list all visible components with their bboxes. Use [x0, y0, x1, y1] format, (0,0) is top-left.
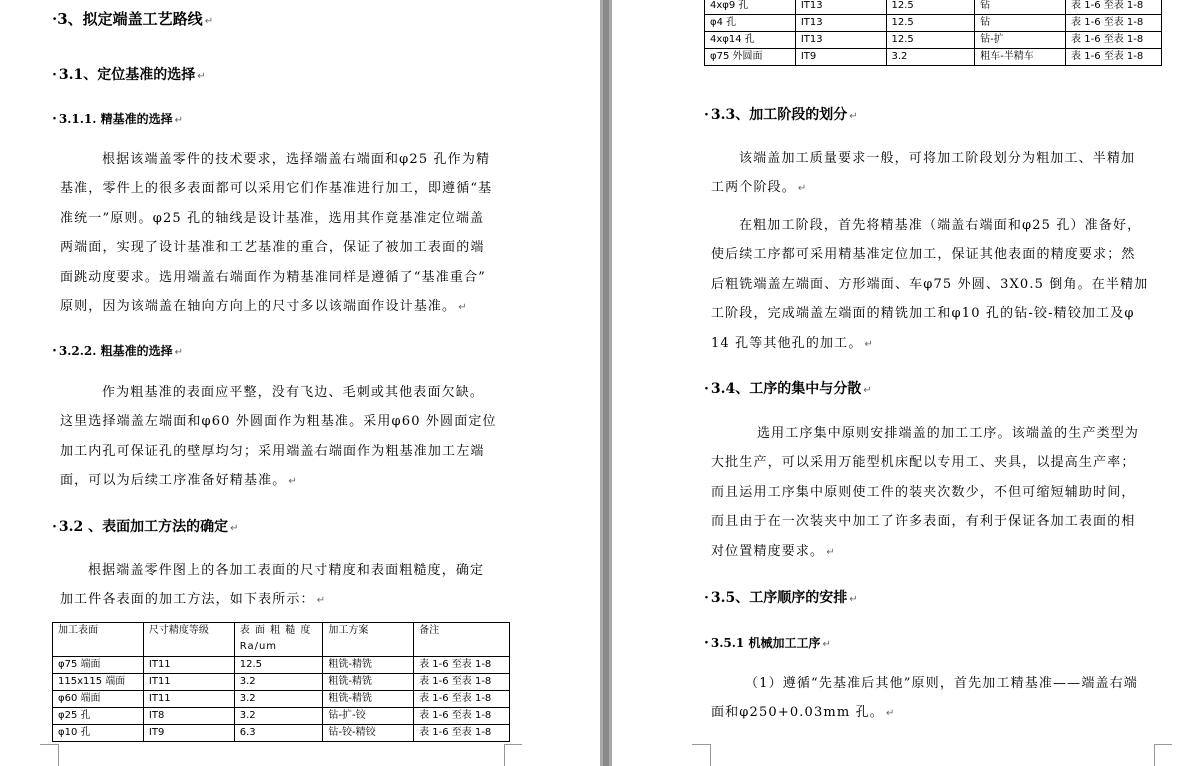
table-cell: φ10 孔 [53, 725, 144, 742]
table-row [53, 674, 510, 691]
document-page-right [612, 0, 1191, 766]
bullet-mark: · [52, 67, 57, 83]
table-cell: IT9 [143, 725, 234, 742]
heading-3-1: · 3.1、定位基准的选择 ↵ [52, 67, 206, 83]
table-row [53, 691, 510, 708]
bullet-mark: · [704, 635, 709, 651]
text-line: 面跳动度要求。选用端盖右端面作为精基准同样是遵循了“基准重合” [60, 269, 486, 285]
table-cell: 表 1-6 至表 1-8 [414, 725, 510, 742]
text-line: 两端面，实现了设计基准和工艺基准的重合，保证了被加工表面的端 [60, 240, 485, 256]
text-line: 工两个阶段。 ↵ [711, 180, 808, 196]
paragraph-mark: ↵ [822, 639, 831, 650]
bullet-mark: · [52, 10, 58, 28]
table-header-cell: 尺寸精度等级 [143, 623, 234, 657]
page-gap-shadow [603, 0, 609, 766]
text-line: 加工件各表面的加工方法，如下表所示： ↵ [60, 592, 327, 608]
paragraph-mark: ↵ [174, 115, 184, 126]
crop-mark [58, 744, 59, 766]
text-line: 原则，因为该端盖在轴向方向上的尺寸多以该端面作设计基准。 ↵ [60, 298, 468, 314]
table-cell: IT13 [795, 15, 886, 32]
crop-mark [1154, 744, 1172, 745]
table-cell: φ25 孔 [53, 708, 144, 725]
text-line: 后粗铣端盖左端面、方形端面、车φ75 外圆、3X0.5 倒角。在半精加 [711, 276, 1149, 292]
paragraph-concentration [711, 419, 1157, 566]
table-row [705, 15, 1162, 32]
paragraph-fine-datum [60, 145, 506, 321]
bullet-mark: · [704, 381, 709, 397]
bullet-mark: · [52, 111, 57, 127]
text-line: 基准，零件上的很多表面都可以采用它们作基准进行加工，即遵循“基 [60, 181, 493, 197]
paragraph-stage-division [711, 144, 1157, 203]
paragraph-mark: ↵ [316, 595, 327, 607]
table-cell: 115x115 端面 [53, 674, 144, 691]
crop-mark [504, 744, 522, 745]
table-cell: IT8 [143, 708, 234, 725]
text-line: 该端盖加工质量要求一般，可将加工阶段划分为粗加工、半精加 [739, 151, 1136, 166]
table-cell: φ75 端面 [53, 657, 144, 674]
table-cell: IT13 [795, 32, 886, 49]
table-cell: 12.5 [886, 0, 975, 15]
crop-mark [1154, 744, 1155, 766]
table-cell: IT9 [795, 49, 886, 66]
paragraph-mark: ↵ [797, 183, 808, 195]
bullet-mark: · [52, 343, 57, 359]
table-row [53, 657, 510, 674]
text-line: 根据该端盖零件的技术要求，选择端盖右端面和φ25 孔作为精 [102, 152, 491, 167]
text-line: 准统一”原则。φ25 孔的轴线是设计基准，选用其作竟基准定位端盖 [60, 210, 485, 226]
paragraph-mark: ↵ [174, 347, 184, 358]
table-cell: 表 1-6 至表 1-8 [1066, 15, 1162, 32]
table-cell: 钻-铰-精铰 [323, 725, 414, 742]
machining-method-table-continued [704, 0, 1162, 66]
text-line: 加工内孔可保证孔的壁厚均匀；采用端盖右端面作为粗基准加工左端 [60, 443, 485, 459]
text-line: 工阶段，完成端盖左端面的精铣加工和φ10 孔的钻-铰-精铰加工及φ [711, 306, 1135, 322]
table-cell: IT11 [143, 691, 234, 708]
text-line: 选用工序集中原则安排端盖的加工工序。该端盖的生产类型为 [757, 426, 1140, 441]
heading-3-5-1: · 3.5.1 机械加工工序 ↵ [704, 635, 831, 651]
paragraph-mark: ↵ [849, 111, 858, 122]
paragraph-mark: ↵ [230, 523, 239, 534]
text-line: 而且运用工序集中原则使工件的装夹次数少，不但可缩短辅助时间， [711, 484, 1136, 500]
table-header-cell: 加工方案 [323, 623, 414, 657]
paragraph-machining-order [711, 669, 1157, 728]
paragraph-mark: ↵ [826, 546, 836, 558]
table-header-cell: 加工表面 [53, 623, 144, 657]
paragraph-mark: ↵ [863, 385, 872, 396]
table-cell: 表 1-6 至表 1-8 [1066, 0, 1162, 15]
heading-3-4: · 3.4、工序的集中与分散 ↵ [704, 381, 872, 397]
paragraph-rough-stage [711, 211, 1157, 358]
heading-3-2: · 3.2 、表面加工方法的确定 ↵ [52, 519, 239, 535]
table-cell: 粗车-半精车 [975, 49, 1066, 66]
table-row [705, 49, 1162, 66]
table-cell: 粗铣-精铣 [323, 691, 414, 708]
table-header-cell: 表 面 粗 糙 度 Ra/um [234, 623, 323, 657]
table-header-row [53, 623, 510, 657]
table-cell: 12.5 [886, 32, 975, 49]
table-row [705, 32, 1162, 49]
text-line: 作为粗基准的表面应平整，没有飞边、毛刺或其他表面欠缺。 [102, 385, 485, 400]
table-cell: 12.5 [234, 657, 323, 674]
crop-mark [40, 744, 58, 745]
table-cell: 表 1-6 至表 1-8 [414, 674, 510, 691]
text-line: 而且由于在一次装夹中加工了许多表面，有利于保证各加工表面的相 [711, 514, 1136, 530]
bullet-mark: · [704, 107, 709, 123]
table-cell: 4xφ9 孔 [705, 0, 796, 15]
paragraph-mark: ↵ [197, 71, 206, 82]
text-line: 面，可以为后续工序准备好精基准。 ↵ [60, 473, 298, 489]
paragraph-mark: ↵ [885, 708, 896, 720]
table-cell: φ75 外圆面 [705, 49, 796, 66]
bullet-mark: · [52, 519, 57, 535]
table-row [705, 0, 1162, 15]
paragraph-surface-methods [60, 556, 506, 615]
table-cell: 4xφ14 孔 [705, 32, 796, 49]
table-row [53, 725, 510, 742]
text-line: 大批生产，可以采用万能型机床配以专用工、夹具，以提高生产率； [711, 455, 1136, 471]
table-cell: φ60 端面 [53, 691, 144, 708]
crop-mark [710, 744, 711, 766]
text-line: （1）遵循“先基准后其他”原则，首先加工精基准——端盖右端 [745, 676, 1138, 691]
table-cell: 表 1-6 至表 1-8 [1066, 49, 1162, 66]
crop-mark [504, 744, 505, 766]
page-gap [600, 0, 612, 766]
table-cell: IT13 [795, 0, 886, 15]
text-line: 对位置精度要求。 ↵ [711, 543, 836, 559]
heading-3-3: · 3.3、加工阶段的划分 ↵ [704, 107, 858, 123]
table-cell: IT11 [143, 657, 234, 674]
table-header-cell: 备注 [414, 623, 510, 657]
paragraph-mark: ↵ [458, 301, 468, 313]
table-cell: 表 1-6 至表 1-8 [1066, 32, 1162, 49]
table-cell: 粗铣-精铣 [323, 674, 414, 691]
table-cell: 粗铣-精铣 [323, 657, 414, 674]
table-cell: 钻 [975, 15, 1066, 32]
paragraph-mark: ↵ [849, 594, 858, 605]
heading-3-1-1: · 3.1.1. 精基准的选择 ↵ [52, 111, 184, 127]
table-cell: 12.5 [886, 15, 975, 32]
text-line: 根据端盖零件图上的各加工表面的尺寸精度和表面粗糙度，确定 [88, 563, 485, 578]
table-cell: 钻 [975, 0, 1066, 15]
heading-3-2-2: · 3.2.2. 粗基准的选择 ↵ [52, 343, 184, 359]
table-cell: 表 1-6 至表 1-8 [414, 708, 510, 725]
table-cell: 钻-扩 [975, 32, 1066, 49]
crop-mark [692, 744, 710, 745]
text-line: 使后续工序都可采用精基准定位加工，保证其他表面的精度要求；然 [711, 247, 1136, 263]
paragraph-mark: ↵ [288, 476, 298, 488]
table-cell: 3.2 [234, 674, 323, 691]
table-cell: 表 1-6 至表 1-8 [414, 657, 510, 674]
text-line: 在粗加工阶段，首先将精基准（端盖右端面和φ25 孔）准备好， [739, 218, 1142, 233]
paragraph-rough-datum [60, 378, 506, 496]
heading-3-5: · 3.5、工序顺序的安排 ↵ [704, 590, 858, 606]
heading-3: ·3、拟定端盖工艺路线 ↵ [52, 10, 214, 28]
table-cell: 3.2 [234, 691, 323, 708]
paragraph-mark: ↵ [204, 16, 214, 27]
table-cell: 3.2 [234, 708, 323, 725]
table-row [53, 708, 510, 725]
text-line: 面和φ250+0.03mm 孔。 ↵ [711, 705, 896, 721]
paragraph-mark: ↵ [864, 338, 875, 350]
text-line: 14 孔等其他孔的加工。 ↵ [711, 335, 875, 351]
table-cell: 钻-扩-铰 [323, 708, 414, 725]
text-line: 这里选择端盖左端面和φ60 外圆面作为粗基准。采用φ60 外圆面定位 [60, 414, 497, 430]
bullet-mark: · [704, 590, 709, 606]
table-cell: 表 1-6 至表 1-8 [414, 691, 510, 708]
table-cell: IT11 [143, 674, 234, 691]
table-cell: 3.2 [886, 49, 975, 66]
table-cell: φ4 孔 [705, 15, 796, 32]
machining-method-table [52, 622, 510, 742]
table-cell: 6.3 [234, 725, 323, 742]
